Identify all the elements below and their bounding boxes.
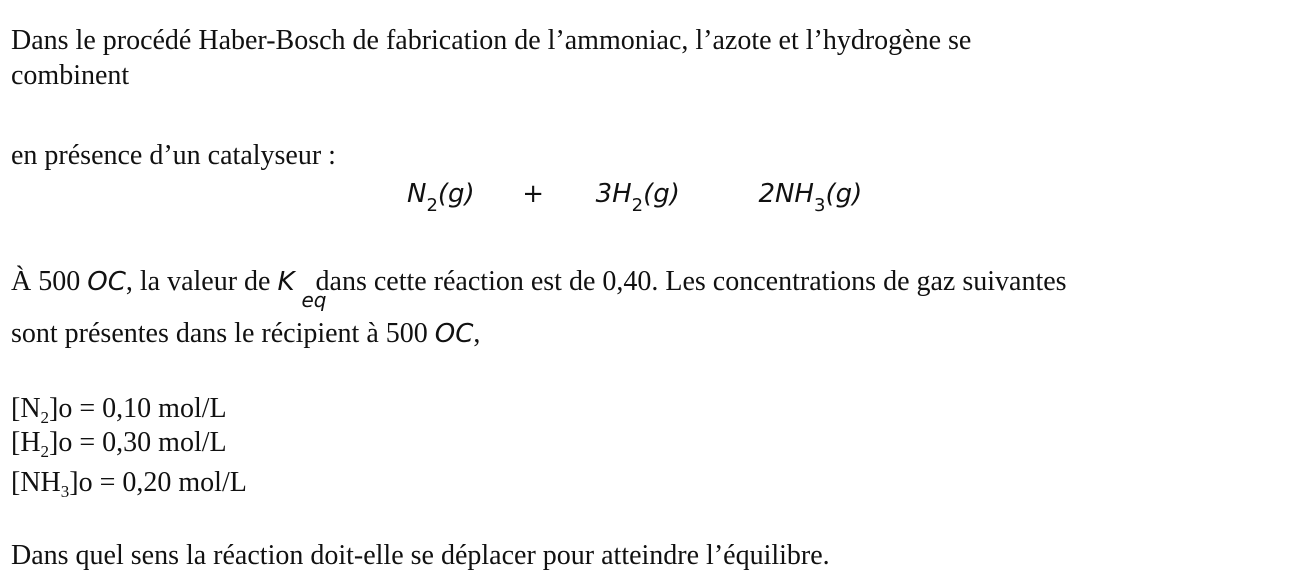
equilibrium-constant-symbol: K	[277, 267, 295, 297]
hydrogen-symbol: 3H	[595, 179, 632, 209]
nitrogen-symbol: N	[407, 179, 427, 209]
constant-prefix: , la valeur de	[125, 266, 278, 297]
nitrogen-concentration	[11, 392, 227, 429]
nitrogen-concentration-value: ]o = 0,10 mol/L	[49, 393, 227, 424]
ammonia-state: (g)	[825, 179, 863, 209]
equilibrium-constant-subscript: eq	[301, 288, 327, 312]
nitrogen-state: (g)	[437, 179, 475, 209]
plus-sign: +	[522, 179, 545, 209]
container-temperature-unit: OC	[434, 319, 474, 349]
ammonia-symbol: 2NH	[758, 179, 814, 209]
hydrogen-state: (g)	[643, 179, 680, 209]
ammonia-concentration	[11, 466, 247, 503]
nitrogen-concentration-open: [N	[11, 393, 41, 424]
ammonia-concentration-value: ]o = 0,20 mol/L	[69, 467, 247, 498]
equilibrium-constant-line	[11, 265, 1067, 312]
chemical-equation	[407, 176, 862, 215]
ammonia-concentration-open: [NH	[11, 467, 61, 498]
constant-value-text: dans cette réaction est de 0,40. Les concentrations de gaz suivantes	[315, 266, 1067, 297]
ammonia-concentration-subscript: 3	[60, 482, 70, 501]
intro-line-1: Dans le procédé Haber-Bosch de fabrication de l’ammoniac, l’azote et l’hydrogène se	[11, 25, 972, 56]
temperature-unit: OC	[87, 267, 126, 297]
hydrogen-concentration-value: ]o = 0,30 mol/L	[49, 427, 227, 458]
question-line: Dans quel sens la réaction doit-elle se déplacer pour atteindre l’équilibre.	[11, 540, 830, 571]
container-temperature-line	[11, 317, 480, 351]
container-prefix: sont présentes dans le récipient à 500	[11, 318, 435, 349]
ammonia-subscript: 3	[813, 195, 826, 216]
temperature-prefix: À 500	[11, 266, 88, 297]
nitrogen-concentration-subscript: 2	[40, 408, 50, 427]
nitrogen-subscript: 2	[426, 195, 438, 216]
hydrogen-concentration-subscript: 2	[40, 442, 50, 461]
intro-line-2: combinent	[11, 60, 130, 91]
hydrogen-concentration-open: [H	[11, 427, 41, 458]
hydrogen-subscript: 2	[631, 195, 644, 216]
equilibrium-constant	[277, 265, 327, 312]
intro-line-3: en présence d’un catalyseur :	[11, 140, 336, 171]
container-comma: ,	[473, 318, 481, 349]
hydrogen-concentration	[11, 426, 227, 463]
